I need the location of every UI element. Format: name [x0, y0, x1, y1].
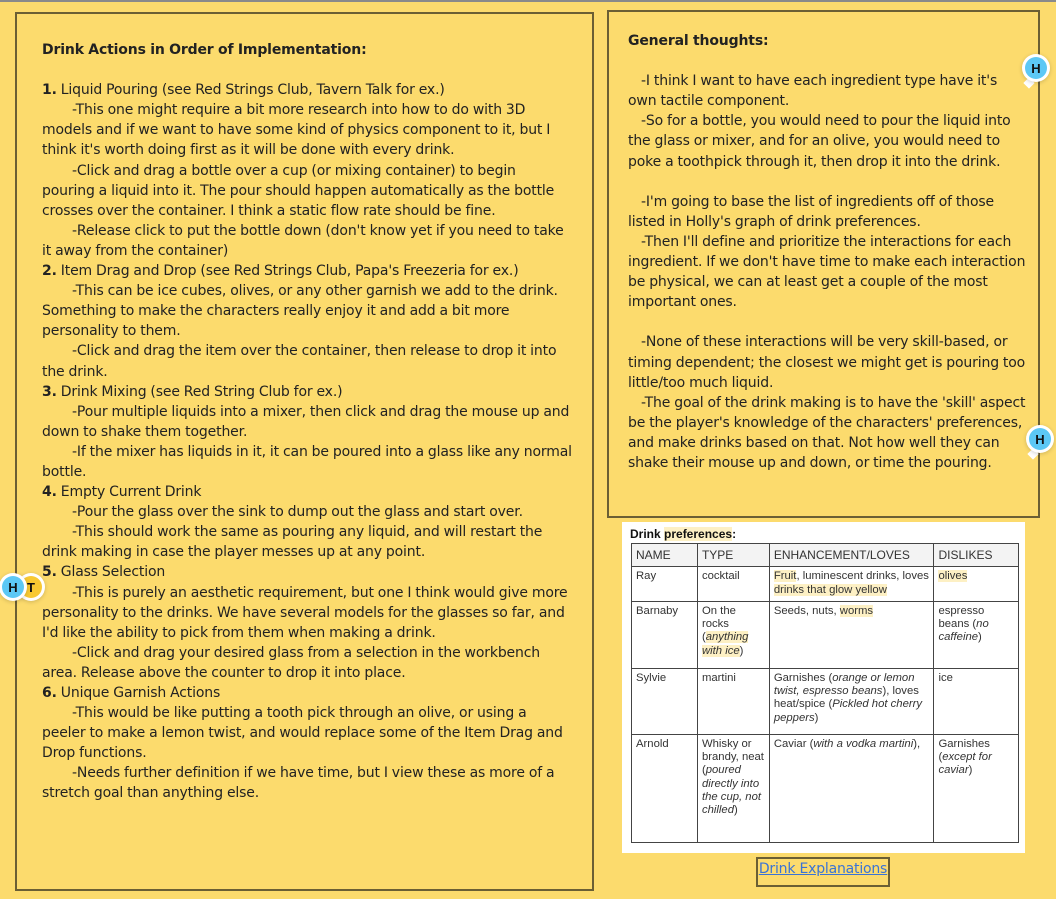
drink-preferences-image[interactable]: [622, 522, 1025, 853]
header-dislikes: DISLIKES: [934, 544, 1019, 567]
item-number: 3.: [42, 383, 57, 400]
drink-preferences-table: [631, 543, 1019, 843]
collaborator-avatar-t[interactable]: T: [20, 576, 42, 598]
text-run: espresso beans (: [938, 604, 985, 631]
item-title: Liquid Pouring (see Red Strings Club, Tavern Talk for ex.): [56, 82, 445, 99]
drink-explanations-link[interactable]: Drink Explanations: [758, 861, 888, 877]
text-run: Seeds, nuts,: [773, 604, 840, 617]
text-run: poured directly into the cup, not chilled: [701, 764, 762, 817]
text-run: anything with ice: [701, 631, 749, 657]
text-run: Whisky or brandy, neat (: [701, 737, 764, 777]
text-run: orange or lemon twist, espresso beans: [773, 671, 915, 698]
text-run: ): [734, 804, 738, 817]
item-title: Unique Garnish Actions: [56, 685, 221, 701]
cell-dislikes: [934, 734, 1019, 842]
cell-dislikes: [934, 601, 1019, 668]
title-part: :: [732, 527, 737, 541]
cell-loves: [769, 601, 934, 668]
general-thought-paragraph: -The goal of the drink making is to have the 'skill' aspect be the player's knowledge of the characters' preferences, and make drinks based on that. Not how well they can shake their mouse up and down, or time the pouring.: [628, 394, 1026, 471]
text-run: On the rocks (: [701, 604, 736, 644]
implementation-item-point: -This is purely an aesthetic requirement, but one I think would give more personality to the drinks. We have several models for the glasses so far, and I'd like the ability to pick from them when making a drink.: [42, 584, 568, 641]
text-run: worms: [839, 604, 874, 617]
text-run: Caviar (: [773, 737, 814, 750]
item-number: 1.: [42, 82, 57, 99]
collaborator-avatar-h[interactable]: H: [1029, 428, 1051, 450]
text-run: ): [978, 631, 982, 644]
general-thoughts-text[interactable]: [628, 31, 1028, 473]
text-run: olives: [938, 570, 968, 583]
text-run: Garnishes (: [773, 671, 833, 684]
general-thoughts-heading: General thoughts:: [628, 33, 769, 49]
item-number: 5.: [42, 564, 57, 581]
item-title: Empty Current Drink: [56, 484, 202, 501]
implementation-item-title: [42, 482, 572, 502]
implementation-item-point: -This should work the same as pouring any liquid, and will restart the drink making in case the player messes up at any point.: [42, 524, 543, 561]
general-thoughts-list: [628, 71, 1028, 473]
text-run: Pickled hot cherry peppers: [773, 698, 923, 724]
drink-explanations-link-box[interactable]: [756, 857, 890, 887]
collaborator-cursor-pair[interactable]: [0, 575, 44, 599]
table-row: [632, 668, 1019, 734]
item-number: 4.: [42, 484, 57, 501]
implementation-item-point: -Release click to put the bottle down (don't know yet if you need to take it away from the container): [42, 222, 564, 259]
general-thought-paragraph: -I'm going to base the list of ingredients off of those listed in Holly's graph of drink preferences.: [628, 193, 994, 230]
text-run: except for caviar: [938, 751, 992, 777]
title-part: Drink: [630, 527, 665, 541]
title-part-highlight: preferences: [664, 527, 733, 541]
implementation-item-point: -Click and drag a bottle over a cup (or mixing container) to begin pouring a liquid into it. The pour should happen automatically as the bottle crosses over the container. I think a static flow rate should be fine.: [42, 162, 555, 219]
cell-type: martini: [697, 668, 769, 734]
cell-loves: [769, 734, 934, 842]
table-row: [632, 567, 1019, 602]
table-row: [632, 601, 1019, 668]
cell-loves: [769, 668, 934, 734]
cell-dislikes: ice: [934, 668, 1019, 734]
implementation-item-point: -Click and drag the item over the container, then release to drop it into the drink.: [42, 343, 557, 380]
general-thought-paragraph: -Then I'll define and prioritize the interactions for each ingredient. If we don't have time to make each interaction be physical, we can at least get a couple of the most important ones.: [628, 233, 1026, 311]
implementation-item-title: [42, 683, 572, 703]
text-run: ),: [913, 737, 921, 750]
general-thought-paragraph: -I think I want to have each ingredient type have it's own tactile component.: [628, 73, 998, 110]
text-run: ): [814, 711, 819, 724]
implementation-item-point: -Click and drag your desired glass from a selection in the workbench area. Release above the counter to drop it into place.: [42, 644, 541, 681]
collaborator-avatar-h[interactable]: H: [2, 576, 24, 598]
implementation-note-text[interactable]: [42, 40, 572, 804]
spacer: [628, 312, 1028, 332]
cell-loves: [769, 567, 934, 602]
implementation-item-point: -Pour the glass over the sink to dump out the glass and start over.: [72, 504, 523, 521]
general-thought-paragraph: -None of these interactions will be very skill-based, or timing dependent; the closest we might get is pouring too little/too much liquid.: [628, 334, 1026, 391]
text-run: with a vodka martini: [813, 737, 914, 750]
cell-type: [697, 601, 769, 668]
window-top-edge: [0, 0, 1056, 2]
implementation-item-title: [42, 261, 572, 281]
implementation-item-point: -This can be ice cubes, olives, or any other garnish we add to the drink. Something to make the characters really enjoy it and add a bit more personality to them.: [42, 283, 558, 340]
text-run: , luminescent drinks, loves: [796, 570, 929, 583]
implementation-item-point: -This one might require a bit more research into how to do with 3D models and if we want to have some kind of physics component to it, but I think it's worth doing first as it will be done with every drink.: [42, 102, 551, 159]
cell-name: Barnaby: [632, 601, 698, 668]
drink-preferences-title: [630, 527, 736, 541]
cell-type: [697, 734, 769, 842]
table-row: [632, 734, 1019, 842]
spacer: [628, 172, 1028, 192]
item-title: Item Drag and Drop (see Red Strings Club, Papa's Freezeria for ex.): [56, 263, 519, 280]
text-run: ): [968, 764, 973, 777]
implementation-item-title: [42, 80, 572, 100]
header-name: NAME: [632, 544, 698, 567]
text-run: Garnishes (: [938, 737, 990, 764]
implementation-item-point: -This would be like putting a tooth pick through an olive, or using a peeler to make a lemon twist, and would replace some of the Item Drag and Drop functions.: [42, 705, 563, 762]
item-number: 6.: [42, 685, 57, 701]
text-run: ): [739, 644, 744, 657]
cell-name: Arnold: [632, 734, 698, 842]
item-title: Glass Selection: [56, 564, 166, 581]
item-number: 2.: [42, 263, 57, 280]
text-run: ), loves heat/spice (: [773, 685, 919, 711]
header-loves: ENHANCEMENT/LOVES: [769, 544, 934, 567]
text-run: no caffeine: [938, 618, 989, 644]
text-run: Fruit: [773, 570, 797, 583]
header-type: TYPE: [697, 544, 769, 567]
implementation-item-title: [42, 562, 572, 582]
table-header-row: [632, 544, 1019, 567]
implementation-item-point: -Needs further definition if we have time, but I view these as more of a stretch goal than anything else.: [42, 765, 555, 802]
implementation-list: [42, 80, 572, 803]
collaborator-avatar-h[interactable]: H: [1025, 57, 1047, 79]
item-title: Drink Mixing (see Red String Club for ex.): [56, 383, 343, 400]
implementation-heading: Drink Actions in Order of Implementation:: [42, 42, 367, 58]
general-thought-paragraph: -So for a bottle, you would need to pour the liquid into the glass or mixer, and for an olive, you would need to poke a toothpick through it, then drop it into the drink.: [628, 113, 1011, 170]
cell-name: Ray: [632, 567, 698, 602]
text-run: drinks that glow yellow: [773, 583, 887, 596]
cell-dislikes: [934, 567, 1019, 602]
cell-name: Sylvie: [632, 668, 698, 734]
implementation-item-point: -Pour multiple liquids into a mixer, then click and drag the mouse up and down to shake them together.: [42, 403, 570, 440]
implementation-item-title: [42, 382, 572, 402]
implementation-item-point: -If the mixer has liquids in it, it can be poured into a glass like any normal bottle.: [42, 443, 572, 480]
cell-type: cocktail: [697, 567, 769, 602]
